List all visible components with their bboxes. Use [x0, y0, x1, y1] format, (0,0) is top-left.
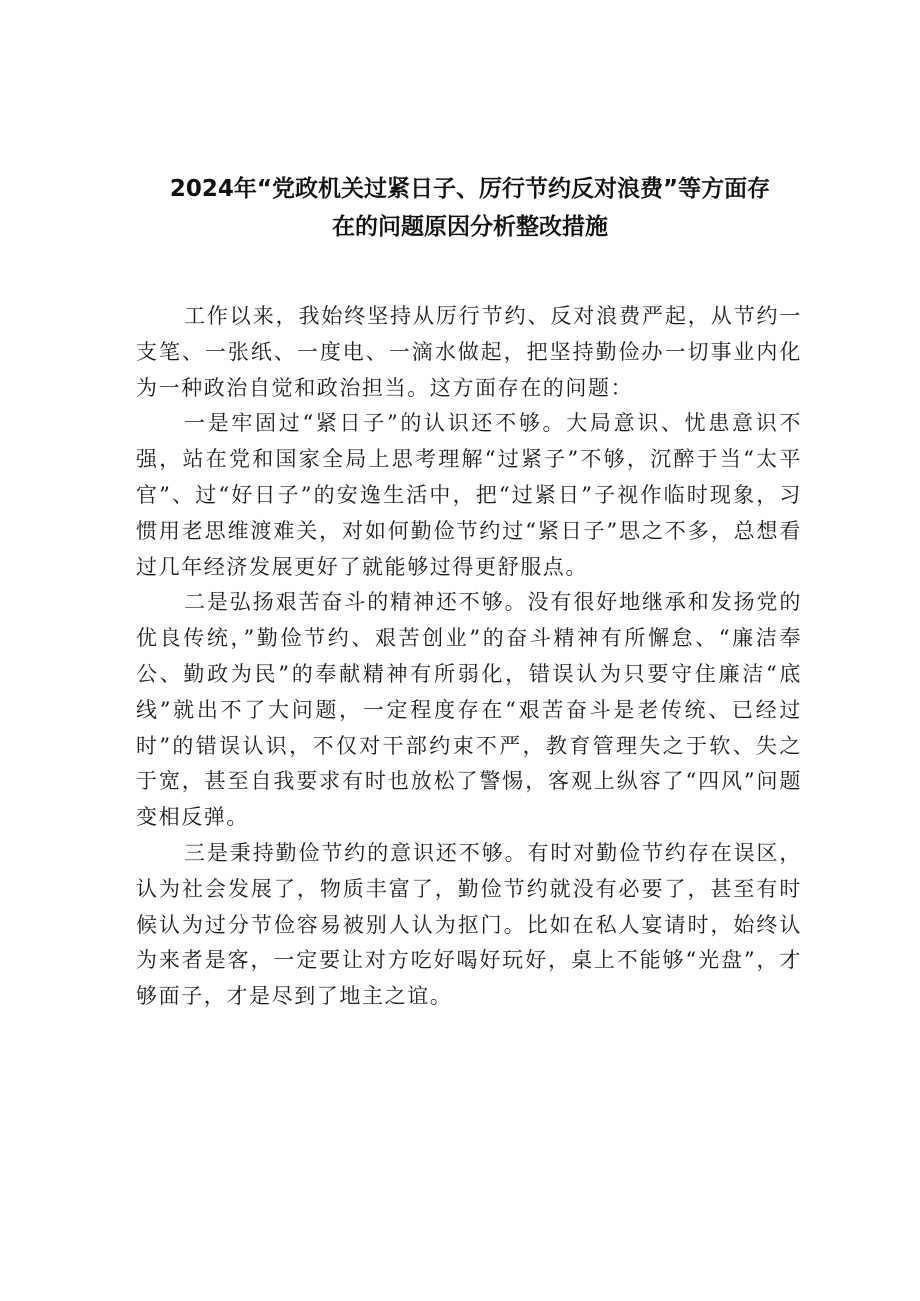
document-title — [150, 170, 790, 246]
paragraph-issue-3: 三是秉持勤俭节约的意识还不够。有时对勤俭节约存在误区，认为社会发展了，物质丰富了，勤俭节约就没有必要了，甚至有时候认为过分节俭容易被别人认为抠门。比如在私人宴请时，始终认为来者是客，一定要让对方吃好喝好玩好，桌上不能够“光盘”，才够面子，才是尽到了地主之谊。 — [136, 840, 802, 1009]
paragraph-issue-1: 一是牢固过“紧日子”的认识还不够。大局意识、忧患意识不强，站在党和国家全局上思考理解“过紧子”不够，沉醉于当“太平官”、过“好日子”的安逸生活中，把“过紧日”子视作临时现象，习惯用老思维渡难关，对如何勤俭节约过“紧日子”思之不多，总想看过几年经济发展更好了就能够过得更舒服点。 — [136, 411, 802, 579]
paragraph-intro: 工作以来，我始终坚持从厉行节约、反对浪费严起，从节约一支笔、一张纸、一度电、一滴水做起，把坚持勤俭办一切事业内化为一种政治自觉和政治担当。这方面存在的问题： — [136, 304, 802, 400]
document-body — [136, 299, 802, 1015]
paragraph-issue-2: 二是弘扬艰苦奋斗的精神还不够。没有很好地继承和发扬党的优良传统，”勤俭节约、艰苦创业”的奋斗精神有所懈怠、“廉洁奉公、勤政为民”的奉献精神有所弱化，错误认为只要守住廉洁“底线”就出不了大问题，一定程度存在“艰苦奋斗是老传统、已经过时”的错误认识，不仅对干部约束不严，教育管理失之于软、失之于宽，甚至自我要求有时也放松了警惕，客观上纵容了“四风”问题变相反弹。 — [136, 590, 802, 830]
title-line-1: 2024年“党政机关过紧日子、厉行节约反对浪费”等方面存 — [169, 176, 771, 202]
title-line-2: 在的问题原因分析整改措施 — [332, 214, 608, 240]
